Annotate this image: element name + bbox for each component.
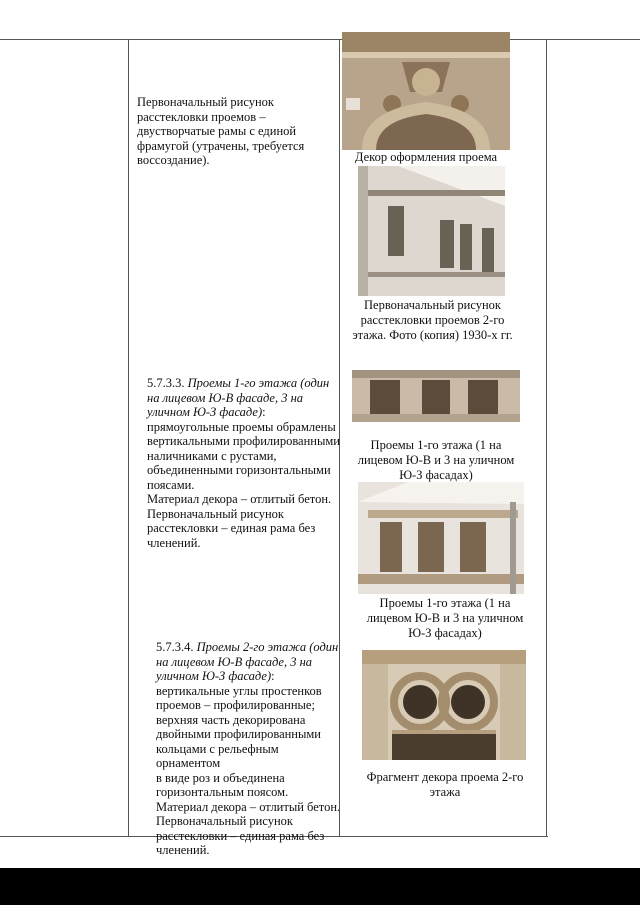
section-5733: [147, 376, 343, 550]
section-5733-line-e: поясами.: [147, 477, 195, 492]
section-5733-colon: :: [262, 405, 266, 419]
decor-caption: Декор оформления проема: [354, 150, 498, 164]
section-5734-colon: :: [271, 669, 275, 683]
section-5733-line-d: объединенными горизонтальными: [147, 463, 331, 477]
second-floor-fragment-caption: Фрагмент декора проема 2-го этажа: [366, 770, 524, 799]
section-5734-title: Проемы 2-го этажа (один на лицевом Ю-В фасаде, 3 на уличном Ю-З фасаде): [156, 640, 339, 683]
historic-glazing-caption: Первоначальный рисунок расстекловки проемов 2-го этажа. Фото (копия) 1930-х гг.: [352, 298, 513, 342]
historic-glazing-photo: [358, 166, 505, 296]
section-5733-heading: [147, 376, 343, 420]
first-floor-photo-a: [352, 370, 520, 422]
section-5733-material: Материал декора – отлитый бетон.: [147, 492, 332, 506]
section-5734-line-f: в виде роз и объединена: [156, 770, 285, 785]
table-top-border: [0, 39, 640, 40]
section-5734-glazing: Первоначальный рисунок расстекловки – единая рама без членений.: [156, 814, 325, 857]
scan-border: [0, 868, 640, 905]
section-5734-line-d: двойными профилированными: [156, 727, 321, 741]
section-5733-line-b: вертикальными профилированными: [147, 434, 340, 448]
section-5734-line-a: вертикальные углы простенков: [156, 683, 322, 698]
section-5734-line-b: проемов – профилированные;: [156, 698, 315, 712]
section-5734: [156, 640, 342, 858]
section-5733-title: Проемы 1-го этажа (один на лицевом Ю-В фасаде, 3 на уличном Ю-З фасаде): [147, 376, 330, 419]
section-5734-line-c: верхняя часть декорирована: [156, 712, 306, 727]
first-floor-photo-b: [358, 482, 524, 594]
second-floor-fragment-photo: [362, 650, 526, 760]
section-5734-line-g: горизонтальным поясом.: [156, 785, 289, 799]
section-5734-line-e: кольцами с рельефным орнаментом: [156, 741, 279, 770]
section-5734-number: 5.7.3.4.: [156, 640, 194, 654]
section-5734-heading: [156, 640, 342, 684]
decor-photo: [342, 32, 510, 150]
first-floor-caption-a: Проемы 1-го этажа (1 на лицевом Ю-В и 3 на уличном Ю-З фасадах): [357, 438, 515, 482]
section-5733-line-a: прямоугольные проемы обрамлены: [147, 419, 336, 434]
table-right-border: [546, 39, 547, 837]
glazing-intro-text: Первоначальный рисунок расстекловки проемов – двустворчатые рамы с единой фрамугой (утрачены, требуется воссоздание).: [137, 95, 305, 167]
section-5734-material: Материал декора – отлитый бетон.: [156, 799, 341, 814]
column-divider-1: [128, 39, 129, 837]
first-floor-caption-b: Проемы 1-го этажа (1 на лицевом Ю-В и 3 на уличном Ю-З фасадах): [366, 596, 524, 640]
section-5733-number: 5.7.3.3.: [147, 376, 185, 390]
section-5733-glazing: Первоначальный рисунок расстекловки – единая рама без членений.: [147, 506, 316, 550]
section-5733-line-c: наличниками с рустами,: [147, 448, 277, 463]
